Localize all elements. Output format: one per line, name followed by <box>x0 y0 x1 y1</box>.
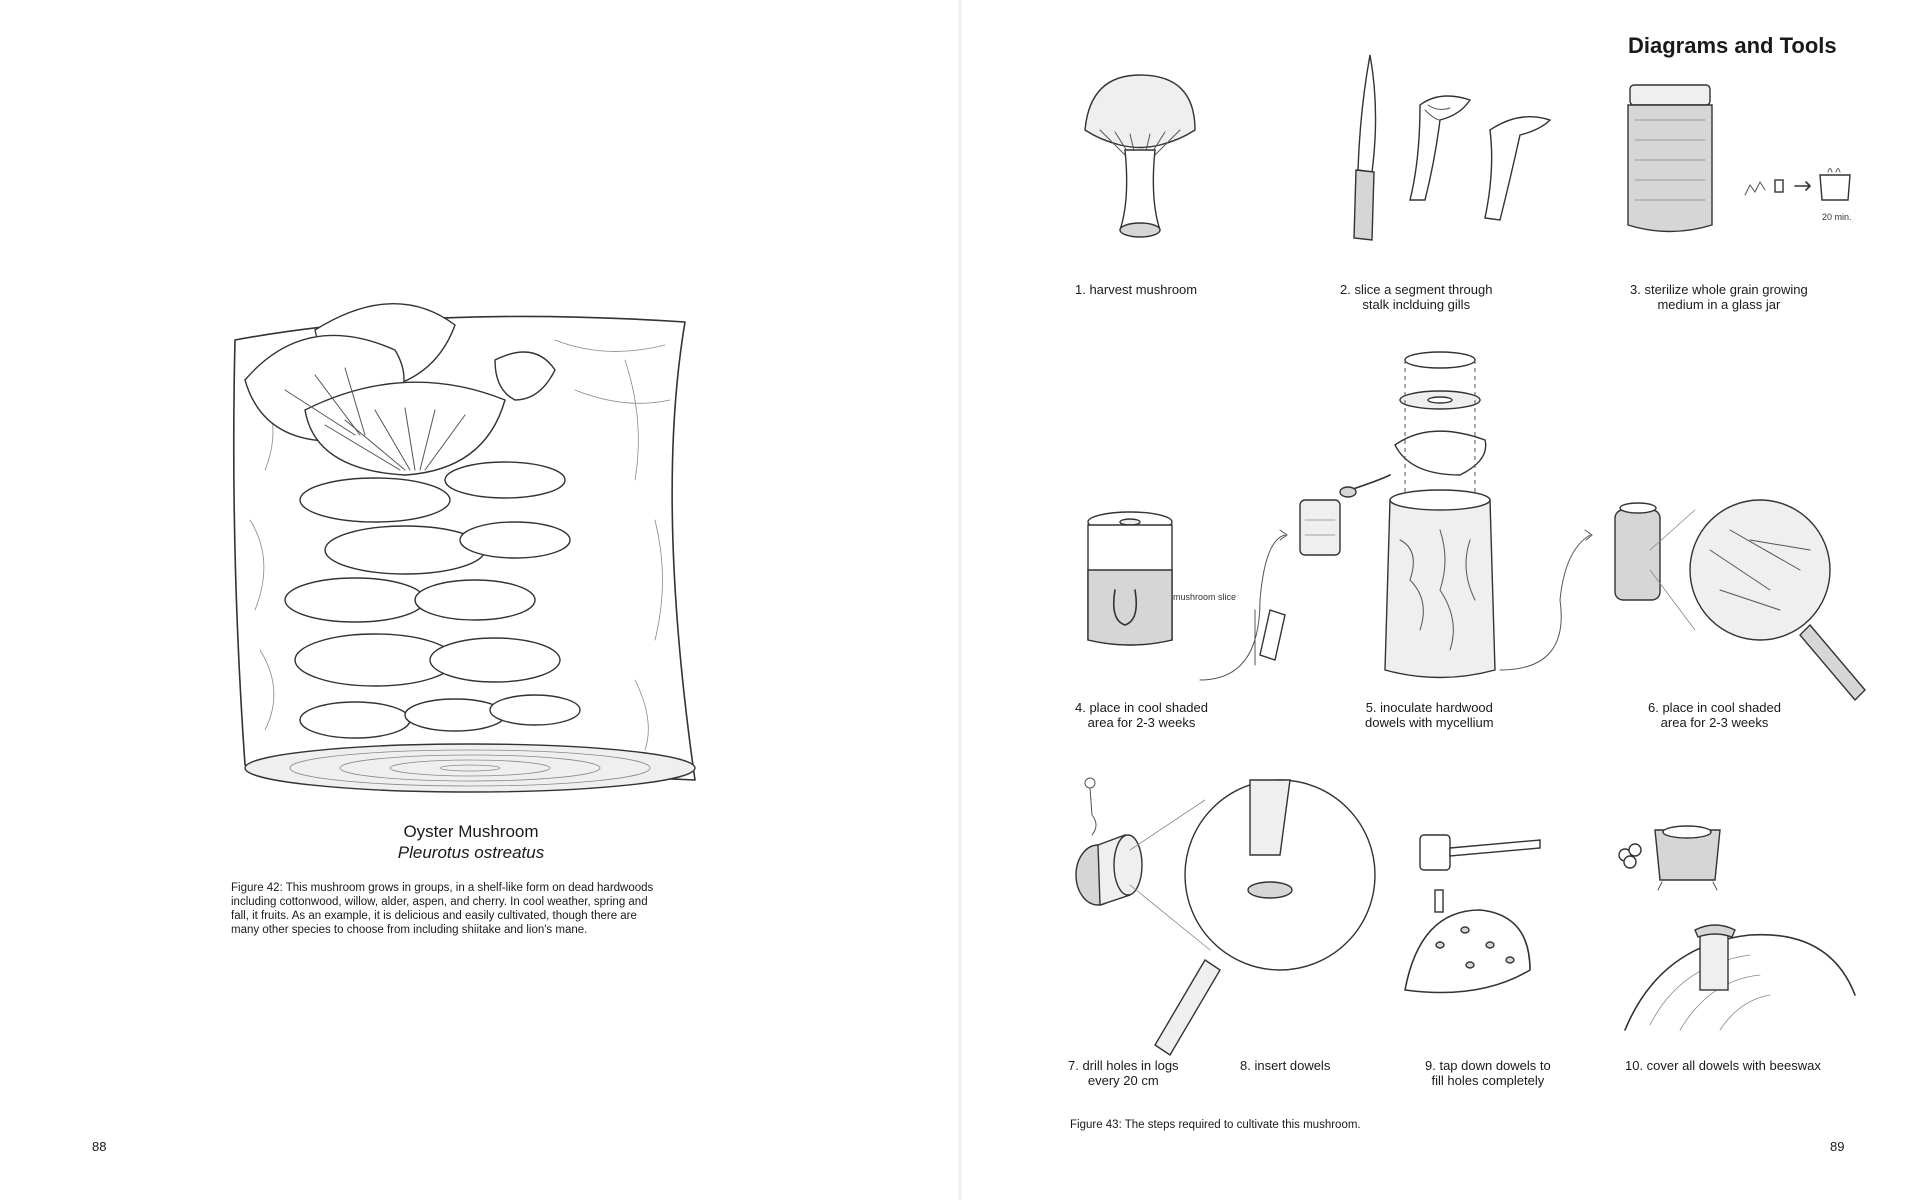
sterilize-pot-icon <box>1740 160 1860 210</box>
knife-and-slice-drawing <box>1340 50 1580 250</box>
harvested-mushroom-drawing <box>1080 70 1200 240</box>
beeswax-boiler-drawing <box>1610 810 1740 890</box>
grain-jar-drawing <box>1620 80 1720 240</box>
mushroom-slice-label: mushroom slice <box>1173 592 1237 602</box>
waxed-log-drawing <box>1620 905 1860 1035</box>
step-8-caption: 8. insert dowels <box>1240 1058 1331 1073</box>
step-4-caption: 4. place in cool shaded area for 2-3 weeks <box>1075 700 1208 730</box>
page-number: 88 <box>92 1139 107 1154</box>
page-number: 89 <box>1830 1139 1845 1154</box>
figure-caption: Figure 43: The steps required to cultivate this mushroom. <box>1070 1119 1361 1131</box>
step-3-caption: 3. sterilize whole grain growing medium in a glass jar <box>1630 282 1808 312</box>
magnified-jar-drawing <box>1610 490 1890 720</box>
step-7-caption: 7. drill holes in logs every 20 cm <box>1068 1058 1179 1088</box>
figure-caption: Figure 42: This mushroom grows in groups, in a shelf-like form on dead hardwoods including cottonwood, willow, alder, aspen, and cherry. In cool weather, spring and fall, it fruits. As an example, it is delicious and easily cultivated, though there are many other species to choose from including shiitake and lion's mane. <box>231 882 654 936</box>
closed-jar-drawing <box>1080 510 1180 650</box>
oyster-mushroom-log-illustration <box>225 300 705 800</box>
step-5-caption: 5. inoculate hardwood dowels with mycellium <box>1365 700 1494 730</box>
mallet-and-log-drawing <box>1400 820 1550 1010</box>
step-6-caption: 6. place in cool shaded area for 2-3 weeks <box>1648 700 1781 730</box>
figure-scientific-name: Pleurotus ostreatus <box>397 843 545 862</box>
step-9-caption: 9. tap down dowels to fill holes completely <box>1425 1058 1551 1088</box>
step-2-caption: 2. slice a segment through stalk inclduing gills <box>1340 282 1493 312</box>
step-1-caption: 1. harvest mushroom <box>1075 282 1198 297</box>
figure-title: Oyster Mushroom <box>403 822 539 841</box>
process-arrows <box>1190 520 1610 690</box>
drilled-log-drawing <box>1070 775 1360 1055</box>
right-page <box>960 0 1920 1200</box>
time-label: 20 min. <box>1822 212 1852 222</box>
step-10-caption: 10. cover all dowels with beeswax <box>1625 1058 1821 1073</box>
section-heading: Diagrams and Tools <box>1628 33 1837 58</box>
